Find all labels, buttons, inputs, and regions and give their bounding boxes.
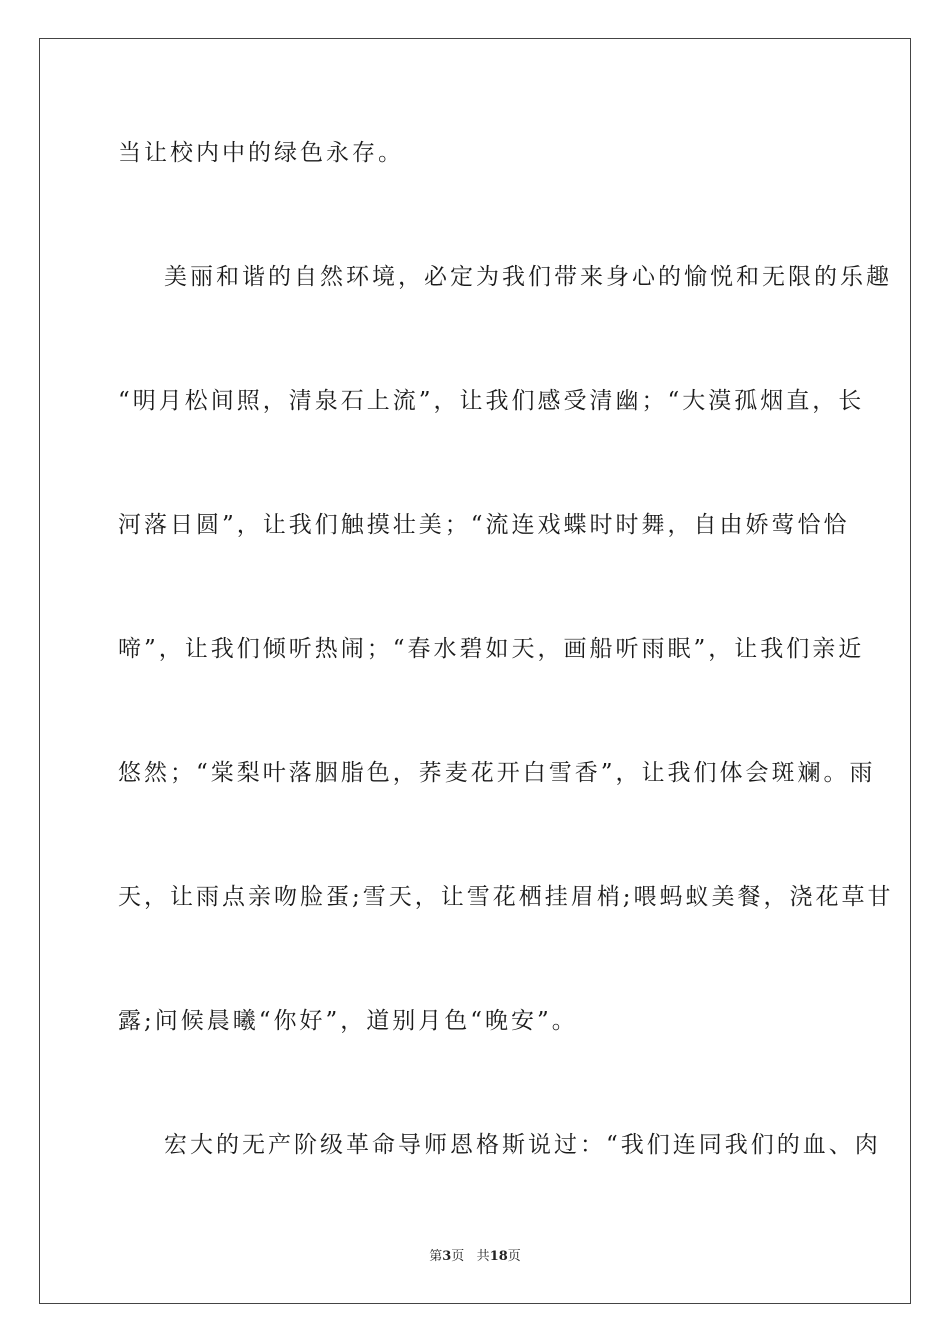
text-line-6: 悠然；“棠梨叶落胭脂色，荞麦花开白雪香”，让我们体会斑斓。雨 (118, 760, 876, 786)
text-line-7: 天，让雨点亲吻脸蛋;雪天，让雪花栖挂眉梢;喂蚂蚁美餐，浇花草甘 (118, 884, 894, 910)
paragraph-start-line-9: 宏大的无产阶级革命导师恩格斯说过：“我们连同我们的血、肉 (164, 1132, 881, 1158)
page-footer (0, 1248, 950, 1266)
text-line-4: 河落日圆”，让我们触摸壮美；“流连戏蝶时时舞，自由娇莺恰恰 (118, 512, 850, 538)
text-line-3: “明月松间照，清泉石上流”，让我们感受清幽；“大漠孤烟直，长 (118, 388, 865, 414)
text-line-8: 露;问候晨曦“你好”，道别月色“晚安”。 (118, 1008, 578, 1034)
footer-total-suffix: 页 (507, 1249, 521, 1264)
page-border (39, 38, 911, 1304)
text-line-5: 啼”，让我们倾听热闹；“春水碧如天，画船听雨眠”，让我们亲近 (118, 636, 865, 662)
paragraph-start-line-2: 美丽和谐的自然环境，必定为我们带来身心的愉悦和无限的乐趣 (164, 264, 892, 290)
footer-page-suffix: 页 (451, 1249, 465, 1264)
footer-total-prefix: 共 (476, 1249, 490, 1264)
footer-total-pages: 18 (489, 1249, 508, 1264)
footer-page-prefix: 第 (429, 1249, 443, 1264)
footer-page-number: 3 (442, 1249, 452, 1264)
text-line-1: 当让校内中的绿色永存。 (118, 140, 404, 166)
